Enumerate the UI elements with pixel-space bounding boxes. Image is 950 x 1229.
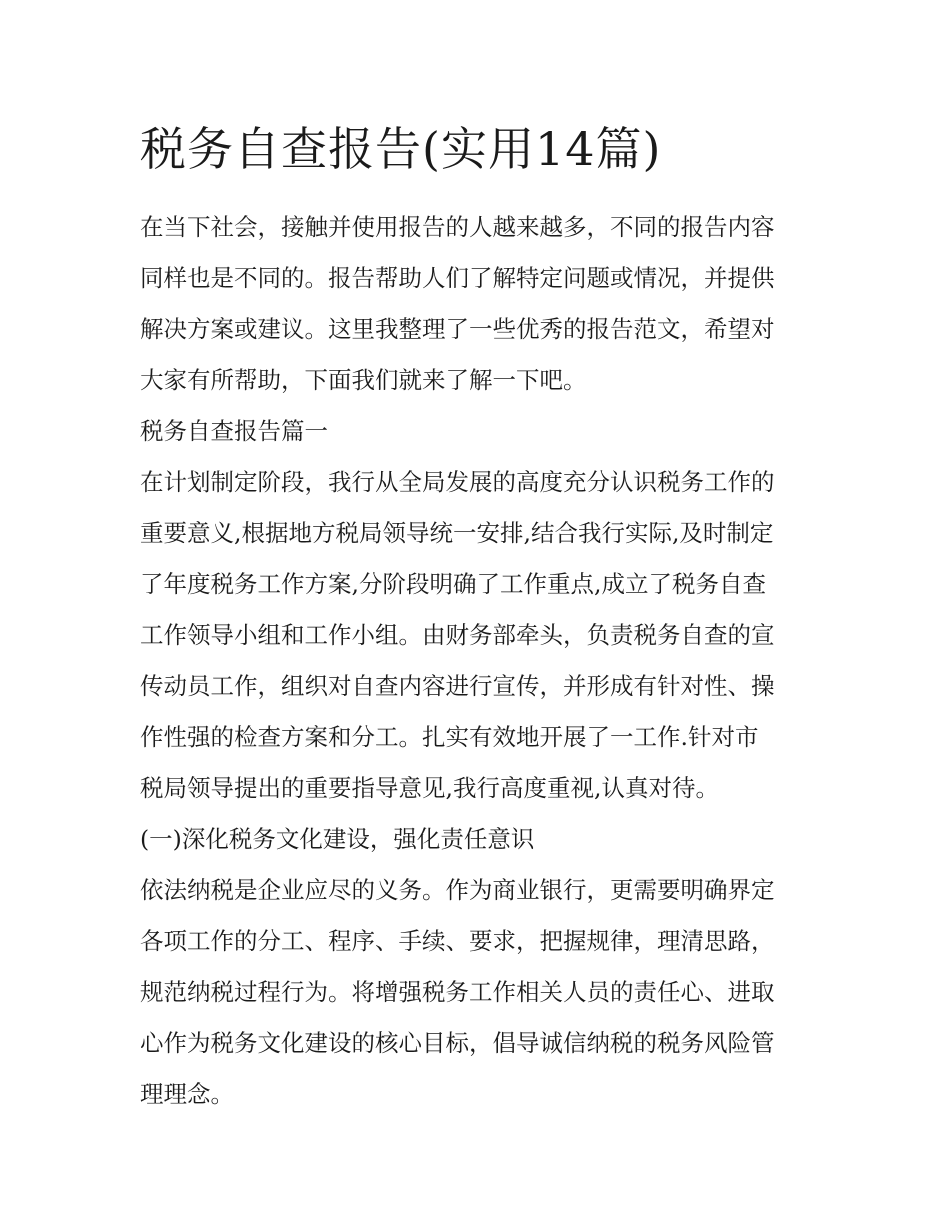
subheading-tax-culture: [140, 814, 820, 865]
text-line: 依法纳税是企业应尽的义务。作为商业银行，更需要明确界定: [140, 876, 775, 904]
text-line: 规范纳税过程行为。将增强税务工作相关人员的责任心、进取: [140, 978, 775, 1006]
text-line: 在当下社会，接触并使用报告的人越来越多，不同的报告内容: [140, 213, 775, 241]
text-line: 税局领导提出的重要指导意见,我行高度重视,认真对待。: [140, 774, 719, 802]
text-line: 理理念。: [140, 1080, 234, 1108]
text-line: 同样也是不同的。报告帮助人们了解特定问题或情况，并提供: [140, 264, 775, 292]
document-page: [140, 118, 820, 1120]
text-line: 重要意义,根据地方税局领导统一安排,结合我行实际,及时制定: [140, 519, 774, 547]
text-line: (一)深化税务文化建设，强化责任意识: [140, 825, 535, 853]
text-line: 各项工作的分工、程序、手续、要求，把握规律，理清思路，: [140, 927, 775, 955]
section-heading-part-one: [140, 406, 820, 457]
text-line: 传动员工作，组织对自查内容进行宣传，并形成有针对性、操: [140, 672, 775, 700]
text-line: 在计划制定阶段，我行从全局发展的高度充分认识税务工作的: [140, 468, 775, 496]
text-line: 了年度税务工作方案,分阶段明确了工作重点,成立了税务自查: [140, 570, 766, 598]
text-line: 工作领导小组和工作小组。由财务部牵头，负责税务自查的宣: [140, 621, 775, 649]
text-line: 税务自查报告篇一: [140, 417, 328, 445]
text-line: 作性强的检查方案和分工。扎实有效地开展了一工作.针对市: [140, 723, 759, 751]
document-title: 税务自查报告(实用14篇): [140, 122, 662, 176]
text-line: 解决方案或建议。这里我整理了一些优秀的报告范文，希望对: [140, 315, 775, 343]
planning-paragraph: [140, 457, 820, 814]
intro-paragraph: [140, 202, 820, 406]
text-line: 心作为税务文化建设的核心目标，倡导诚信纳税的税务风险管: [140, 1029, 775, 1057]
text-line: 大家有所帮助，下面我们就来了解一下吧。: [140, 366, 587, 394]
tax-culture-paragraph: [140, 865, 820, 1120]
